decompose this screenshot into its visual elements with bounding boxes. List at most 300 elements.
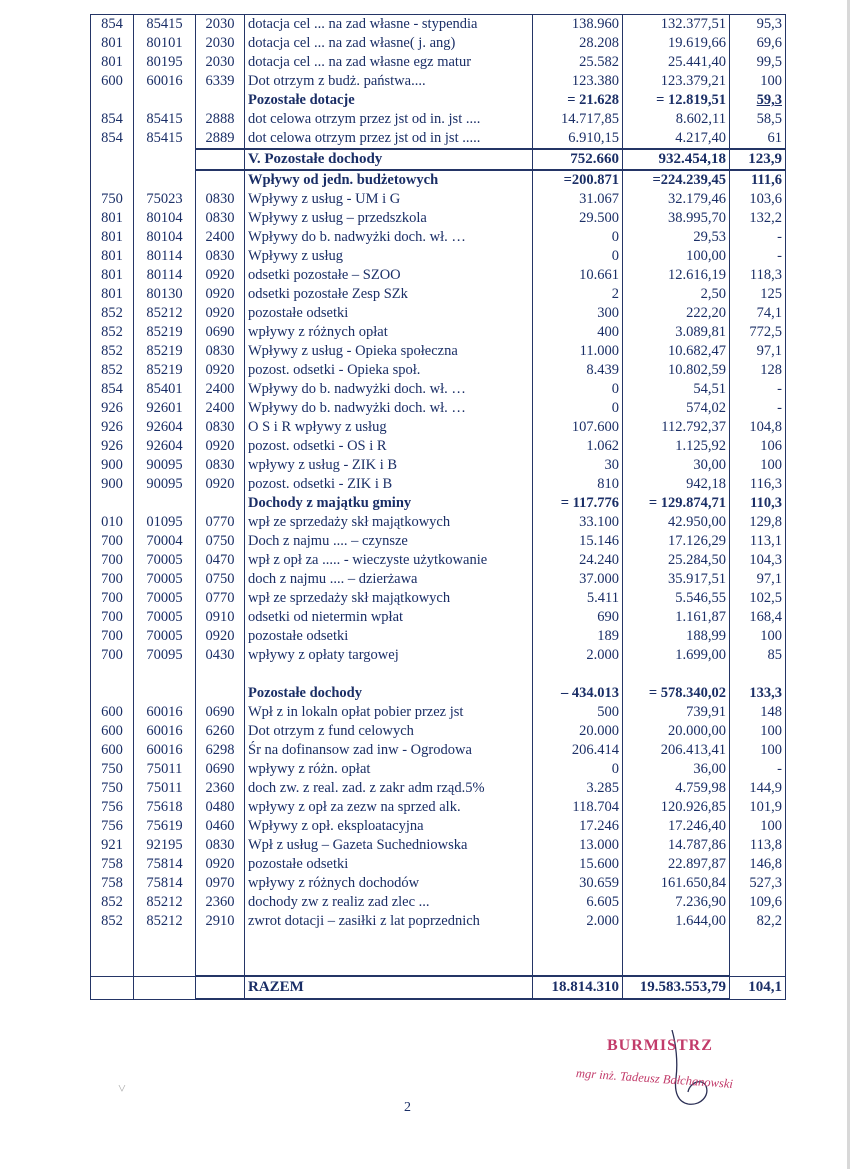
paragraph-code-cell: 0910 (196, 608, 245, 627)
paragraph-code-cell: 0920 (196, 855, 245, 874)
percent-executed-cell: 104,3 (730, 551, 786, 570)
paragraph-code-cell: 2888 (196, 110, 245, 129)
section-code-cell: 75814 (134, 855, 196, 874)
section-code-cell: 85415 (134, 129, 196, 149)
executed-amount-cell: 14.787,86 (623, 836, 730, 855)
percent-executed-cell: 148 (730, 703, 786, 722)
description-cell: wpływy z opł za zezw na sprzed alk. (245, 798, 533, 817)
plan-amount-cell: 752.660 (533, 149, 623, 170)
executed-amount-cell: 17.126,29 (623, 532, 730, 551)
paragraph-code-cell: 2400 (196, 228, 245, 247)
executed-amount-cell: 3.089,81 (623, 323, 730, 342)
table-row (91, 456, 786, 475)
percent-executed-cell: 110,3 (730, 494, 786, 513)
executed-amount-cell: 4.759,98 (623, 779, 730, 798)
table-row (91, 34, 786, 53)
plan-amount-cell: 400 (533, 323, 623, 342)
section-code-cell: 85212 (134, 304, 196, 323)
percent-executed-cell: 116,3 (730, 475, 786, 494)
executed-amount-cell: = 578.340,02 (623, 684, 730, 703)
description-cell: Wpływy do b. nadwyżki doch. wł. … (245, 399, 533, 418)
chapter-code-cell: 801 (91, 53, 134, 72)
percent-executed-cell: 104,8 (730, 418, 786, 437)
chapter-code-cell (91, 494, 134, 513)
paragraph-code-cell: 0830 (196, 190, 245, 209)
paragraph-code-cell (196, 931, 245, 976)
description-cell (245, 931, 533, 976)
table-row (91, 570, 786, 589)
description-cell: pozostałe odsetki (245, 855, 533, 874)
section-code-cell: 60016 (134, 741, 196, 760)
table-row (91, 15, 786, 35)
executed-amount-cell: 36,00 (623, 760, 730, 779)
percent-executed-cell: 102,5 (730, 589, 786, 608)
chapter-code-cell: 700 (91, 532, 134, 551)
section-code-cell (134, 665, 196, 684)
paragraph-code-cell (196, 149, 245, 170)
percent-executed-cell: 100 (730, 722, 786, 741)
plan-amount-cell: = 117.776 (533, 494, 623, 513)
executed-amount-cell: 112.792,37 (623, 418, 730, 437)
paragraph-code-cell: 0770 (196, 589, 245, 608)
chapter-code-cell: 926 (91, 418, 134, 437)
percent-executed-cell: 61 (730, 129, 786, 149)
plan-amount-cell: 33.100 (533, 513, 623, 532)
paragraph-code-cell: 2360 (196, 779, 245, 798)
description-cell: Wpływy z usług – przedszkola (245, 209, 533, 228)
chapter-code-cell: 921 (91, 836, 134, 855)
plan-amount-cell: 189 (533, 627, 623, 646)
chapter-code-cell: 750 (91, 760, 134, 779)
paragraph-code-cell: 0920 (196, 304, 245, 323)
description-cell: odsetki pozostałe Zesp SZk (245, 285, 533, 304)
section-code-cell: 85415 (134, 110, 196, 129)
table-row (91, 976, 786, 999)
table-row (91, 912, 786, 931)
chapter-code-cell: 700 (91, 608, 134, 627)
paragraph-code-cell: 0690 (196, 703, 245, 722)
income-table-body (91, 15, 786, 1000)
paragraph-code-cell: 0830 (196, 247, 245, 266)
table-row (91, 437, 786, 456)
plan-amount-cell: 300 (533, 304, 623, 323)
plan-amount-cell: 6.910,15 (533, 129, 623, 149)
table-row (91, 209, 786, 228)
section-code-cell: 60016 (134, 703, 196, 722)
table-row (91, 304, 786, 323)
description-cell: dotacja cel ... na zad własne( j. ang) (245, 34, 533, 53)
description-cell: Wpływy do b. nadwyżki doch. wł. … (245, 380, 533, 399)
description-cell: dotacja cel ... na zad własne egz matur (245, 53, 533, 72)
description-cell: V. Pozostałe dochody (245, 149, 533, 170)
chapter-code-cell: 758 (91, 874, 134, 893)
section-code-cell: 92195 (134, 836, 196, 855)
section-code-cell: 80104 (134, 209, 196, 228)
percent-executed-cell: 100 (730, 72, 786, 91)
paragraph-code-cell: 0830 (196, 342, 245, 361)
chapter-code-cell: 756 (91, 817, 134, 836)
section-code-cell: 80130 (134, 285, 196, 304)
chapter-code-cell (91, 170, 134, 190)
table-row (91, 342, 786, 361)
percent-executed-cell: 100 (730, 627, 786, 646)
table-row (91, 665, 786, 684)
executed-amount-cell: 1.125,92 (623, 437, 730, 456)
description-cell: Wpływy do b. nadwyżki doch. wł. … (245, 228, 533, 247)
paragraph-code-cell: 0480 (196, 798, 245, 817)
section-code-cell (134, 494, 196, 513)
section-code-cell: 60016 (134, 722, 196, 741)
plan-amount-cell: 14.717,85 (533, 110, 623, 129)
plan-amount-cell: 28.208 (533, 34, 623, 53)
chapter-code-cell: 854 (91, 110, 134, 129)
scan-speck: ˅ (118, 1082, 126, 1097)
table-row (91, 589, 786, 608)
plan-amount-cell: 2.000 (533, 646, 623, 665)
table-row (91, 91, 786, 110)
table-row (91, 361, 786, 380)
section-code-cell: 85212 (134, 893, 196, 912)
executed-amount-cell: 574,02 (623, 399, 730, 418)
plan-amount-cell: 15.600 (533, 855, 623, 874)
description-cell: wpływy z różn. opłat (245, 760, 533, 779)
plan-amount-cell: 107.600 (533, 418, 623, 437)
plan-amount-cell: 30.659 (533, 874, 623, 893)
percent-executed-cell: 97,1 (730, 570, 786, 589)
table-row (91, 532, 786, 551)
table-row (91, 836, 786, 855)
paragraph-code-cell: 0690 (196, 323, 245, 342)
paragraph-code-cell: 0920 (196, 437, 245, 456)
plan-amount-cell: 138.960 (533, 15, 623, 35)
section-code-cell: 75814 (134, 874, 196, 893)
executed-amount-cell: 132.377,51 (623, 15, 730, 35)
percent-executed-cell: 97,1 (730, 342, 786, 361)
executed-amount-cell: 2,50 (623, 285, 730, 304)
signature-title: BURMISTRZ (607, 1037, 713, 1054)
percent-executed-cell: 85 (730, 646, 786, 665)
plan-amount-cell: 17.246 (533, 817, 623, 836)
percent-executed-cell: 123,9 (730, 149, 786, 170)
section-code-cell: 90095 (134, 456, 196, 475)
paragraph-code-cell: 2030 (196, 34, 245, 53)
executed-amount-cell: 739,91 (623, 703, 730, 722)
plan-amount-cell: 6.605 (533, 893, 623, 912)
plan-amount-cell: 0 (533, 247, 623, 266)
section-code-cell: 80195 (134, 53, 196, 72)
chapter-code-cell: 801 (91, 209, 134, 228)
executed-amount-cell: 30,00 (623, 456, 730, 475)
percent-executed-cell: 101,9 (730, 798, 786, 817)
paragraph-code-cell: 2030 (196, 53, 245, 72)
paragraph-code-cell: 0690 (196, 760, 245, 779)
table-row (91, 627, 786, 646)
table-row (91, 608, 786, 627)
executed-amount-cell: 22.897,87 (623, 855, 730, 874)
paragraph-code-cell: 0830 (196, 456, 245, 475)
chapter-code-cell: 700 (91, 570, 134, 589)
plan-amount-cell: 0 (533, 760, 623, 779)
chapter-code-cell (91, 931, 134, 976)
description-cell: wpł z opł za ..... - wieczyste użytkowanie (245, 551, 533, 570)
executed-amount-cell: 1.644,00 (623, 912, 730, 931)
section-code-cell (134, 684, 196, 703)
table-row (91, 170, 786, 190)
plan-amount-cell (533, 931, 623, 976)
section-code-cell: 70004 (134, 532, 196, 551)
plan-amount-cell: 0 (533, 228, 623, 247)
section-code-cell: 92604 (134, 418, 196, 437)
executed-amount-cell: 161.650,84 (623, 874, 730, 893)
percent-executed-cell (730, 931, 786, 976)
executed-amount-cell: 8.602,11 (623, 110, 730, 129)
plan-amount-cell: 0 (533, 399, 623, 418)
chapter-code-cell (91, 665, 134, 684)
description-cell: dochody zw z realiz zad zlec ... (245, 893, 533, 912)
plan-amount-cell: 20.000 (533, 722, 623, 741)
section-code-cell: 85219 (134, 361, 196, 380)
plan-amount-cell: 25.582 (533, 53, 623, 72)
description-cell: wpł ze sprzedaży skł majątkowych (245, 589, 533, 608)
description-cell: wpł ze sprzedaży skł majątkowych (245, 513, 533, 532)
chapter-code-cell: 700 (91, 627, 134, 646)
executed-amount-cell: 32.179,46 (623, 190, 730, 209)
section-code-cell: 85219 (134, 323, 196, 342)
table-row (91, 684, 786, 703)
section-code-cell (134, 931, 196, 976)
executed-amount-cell: 17.246,40 (623, 817, 730, 836)
section-code-cell: 92604 (134, 437, 196, 456)
description-cell: doch zw. z real. zad. z zakr adm rząd.5% (245, 779, 533, 798)
chapter-code-cell: 852 (91, 361, 134, 380)
table-row (91, 779, 786, 798)
description-cell (245, 665, 533, 684)
table-row (91, 190, 786, 209)
executed-amount-cell (623, 665, 730, 684)
section-code-cell: 75619 (134, 817, 196, 836)
plan-amount-cell: 500 (533, 703, 623, 722)
plan-amount-cell: 30 (533, 456, 623, 475)
description-cell: dot celowa otrzym przez jst od in jst ..... (245, 129, 533, 149)
percent-executed-cell: - (730, 399, 786, 418)
percent-executed-cell: - (730, 228, 786, 247)
percent-executed-cell: 59,3 (730, 91, 786, 110)
plan-amount-cell: 2 (533, 285, 623, 304)
section-code-cell: 92601 (134, 399, 196, 418)
chapter-code-cell: 010 (91, 513, 134, 532)
chapter-code-cell (91, 684, 134, 703)
chapter-code-cell: 700 (91, 589, 134, 608)
percent-executed-cell: 100 (730, 741, 786, 760)
section-code-cell: 80104 (134, 228, 196, 247)
plan-amount-cell: 2.000 (533, 912, 623, 931)
paragraph-code-cell (196, 684, 245, 703)
table-row (91, 646, 786, 665)
executed-amount-cell: 10.802,59 (623, 361, 730, 380)
chapter-code-cell: 750 (91, 190, 134, 209)
table-row (91, 931, 786, 976)
executed-amount-cell: 20.000,00 (623, 722, 730, 741)
table-row (91, 129, 786, 149)
plan-amount-cell: 13.000 (533, 836, 623, 855)
paragraph-code-cell (196, 665, 245, 684)
paragraph-code-cell: 0770 (196, 513, 245, 532)
description-cell: wpływy z różnych opłat (245, 323, 533, 342)
description-cell: Dochody z majątku gminy (245, 494, 533, 513)
executed-amount-cell: 222,20 (623, 304, 730, 323)
executed-amount-cell: 10.682,47 (623, 342, 730, 361)
executed-amount-cell: 120.926,85 (623, 798, 730, 817)
plan-amount-cell: = 21.628 (533, 91, 623, 110)
table-row (91, 53, 786, 72)
executed-amount-cell: 942,18 (623, 475, 730, 494)
paragraph-code-cell: 6298 (196, 741, 245, 760)
percent-executed-cell: 113,8 (730, 836, 786, 855)
table-row (91, 380, 786, 399)
paragraph-code-cell: 6339 (196, 72, 245, 91)
section-code-cell: 01095 (134, 513, 196, 532)
table-row (91, 475, 786, 494)
table-row (91, 817, 786, 836)
table-row (91, 285, 786, 304)
chapter-code-cell: 758 (91, 855, 134, 874)
description-cell: pozost. odsetki - ZIK i B (245, 475, 533, 494)
description-cell: zwrot dotacji – zasiłki z lat poprzednich (245, 912, 533, 931)
table-row (91, 722, 786, 741)
executed-amount-cell: 123.379,21 (623, 72, 730, 91)
paragraph-code-cell: 6260 (196, 722, 245, 741)
chapter-code-cell: 600 (91, 722, 134, 741)
description-cell: Śr na dofinansow zad inw - Ogrodowa (245, 741, 533, 760)
percent-executed-cell: 133,3 (730, 684, 786, 703)
plan-amount-cell: 0 (533, 380, 623, 399)
chapter-code-cell: 600 (91, 703, 134, 722)
section-code-cell: 60016 (134, 72, 196, 91)
section-code-cell: 70005 (134, 608, 196, 627)
executed-amount-cell: 932.454,18 (623, 149, 730, 170)
executed-amount-cell: 188,99 (623, 627, 730, 646)
chapter-code-cell: 600 (91, 72, 134, 91)
chapter-code-cell: 700 (91, 551, 134, 570)
description-cell: Doch z najmu .... – czynsze (245, 532, 533, 551)
chapter-code-cell: 900 (91, 475, 134, 494)
executed-amount-cell: 19.619,66 (623, 34, 730, 53)
paragraph-code-cell: 0830 (196, 209, 245, 228)
chapter-code-cell (91, 976, 134, 999)
executed-amount-cell: 19.583.553,79 (623, 976, 730, 999)
description-cell: Wpł z in lokaln opłat pobier przez jst (245, 703, 533, 722)
executed-amount-cell: 29,53 (623, 228, 730, 247)
plan-amount-cell: 3.285 (533, 779, 623, 798)
plan-amount-cell: 810 (533, 475, 623, 494)
chapter-code-cell (91, 91, 134, 110)
paragraph-code-cell (196, 170, 245, 190)
table-row (91, 703, 786, 722)
table-row (91, 399, 786, 418)
chapter-code-cell: 852 (91, 893, 134, 912)
paragraph-code-cell: 2360 (196, 893, 245, 912)
plan-amount-cell: 123.380 (533, 72, 623, 91)
executed-amount-cell: 25.284,50 (623, 551, 730, 570)
table-row (91, 798, 786, 817)
chapter-code-cell: 801 (91, 34, 134, 53)
plan-amount-cell: 1.062 (533, 437, 623, 456)
executed-amount-cell: 4.217,40 (623, 129, 730, 149)
paragraph-code-cell (196, 976, 245, 999)
paragraph-code-cell: 0830 (196, 418, 245, 437)
section-code-cell: 85212 (134, 912, 196, 931)
section-code-cell: 70005 (134, 570, 196, 589)
percent-executed-cell: - (730, 380, 786, 399)
plan-amount-cell: 29.500 (533, 209, 623, 228)
plan-amount-cell: 10.661 (533, 266, 623, 285)
section-code-cell (134, 91, 196, 110)
chapter-code-cell: 756 (91, 798, 134, 817)
plan-amount-cell: 690 (533, 608, 623, 627)
description-cell: doch z najmu .... – dzierżawa (245, 570, 533, 589)
paragraph-code-cell: 0920 (196, 285, 245, 304)
section-code-cell (134, 976, 196, 999)
section-code-cell: 75618 (134, 798, 196, 817)
chapter-code-cell: 801 (91, 266, 134, 285)
section-code-cell: 80101 (134, 34, 196, 53)
table-row (91, 228, 786, 247)
executed-amount-cell: 7.236,90 (623, 893, 730, 912)
executed-amount-cell: 38.995,70 (623, 209, 730, 228)
signature-name: mgr inż. Tadeusz Bałchanowski (575, 1066, 734, 1091)
chapter-code-cell: 801 (91, 285, 134, 304)
table-row (91, 247, 786, 266)
table-row (91, 110, 786, 129)
description-cell: Dot otrzym z budż. państwa.... (245, 72, 533, 91)
chapter-code-cell: 852 (91, 323, 134, 342)
executed-amount-cell: = 12.819,51 (623, 91, 730, 110)
percent-executed-cell: 109,6 (730, 893, 786, 912)
chapter-code-cell: 852 (91, 304, 134, 323)
description-cell: Wpływy z usług - Opieka społeczna (245, 342, 533, 361)
description-cell: Pozostałe dotacje (245, 91, 533, 110)
paragraph-code-cell: 2889 (196, 129, 245, 149)
percent-executed-cell: 772,5 (730, 323, 786, 342)
description-cell: wpływy z różnych dochodów (245, 874, 533, 893)
description-cell: O S i R wpływy z usług (245, 418, 533, 437)
description-cell: odsetki od nietermin wpłat (245, 608, 533, 627)
description-cell: Wpł z usług – Gazeta Suchedniowska (245, 836, 533, 855)
section-code-cell (134, 149, 196, 170)
section-code-cell: 85401 (134, 380, 196, 399)
section-code-cell (134, 170, 196, 190)
percent-executed-cell: 95,3 (730, 15, 786, 35)
table-row (91, 893, 786, 912)
signature-stamp (560, 1030, 810, 1110)
paragraph-code-cell: 2400 (196, 380, 245, 399)
paragraph-code-cell: 0430 (196, 646, 245, 665)
percent-executed-cell: 103,6 (730, 190, 786, 209)
plan-amount-cell: 37.000 (533, 570, 623, 589)
plan-amount-cell (533, 665, 623, 684)
description-cell: dot celowa otrzym przez jst od in. jst .... (245, 110, 533, 129)
executed-amount-cell: 1.161,87 (623, 608, 730, 627)
executed-amount-cell: 100,00 (623, 247, 730, 266)
table-row (91, 418, 786, 437)
description-cell: pozostałe odsetki (245, 304, 533, 323)
paragraph-code-cell: 0920 (196, 627, 245, 646)
percent-executed-cell: 100 (730, 817, 786, 836)
percent-executed-cell: 58,5 (730, 110, 786, 129)
chapter-code-cell: 854 (91, 380, 134, 399)
executed-amount-cell: 12.616,19 (623, 266, 730, 285)
executed-amount-cell: 54,51 (623, 380, 730, 399)
